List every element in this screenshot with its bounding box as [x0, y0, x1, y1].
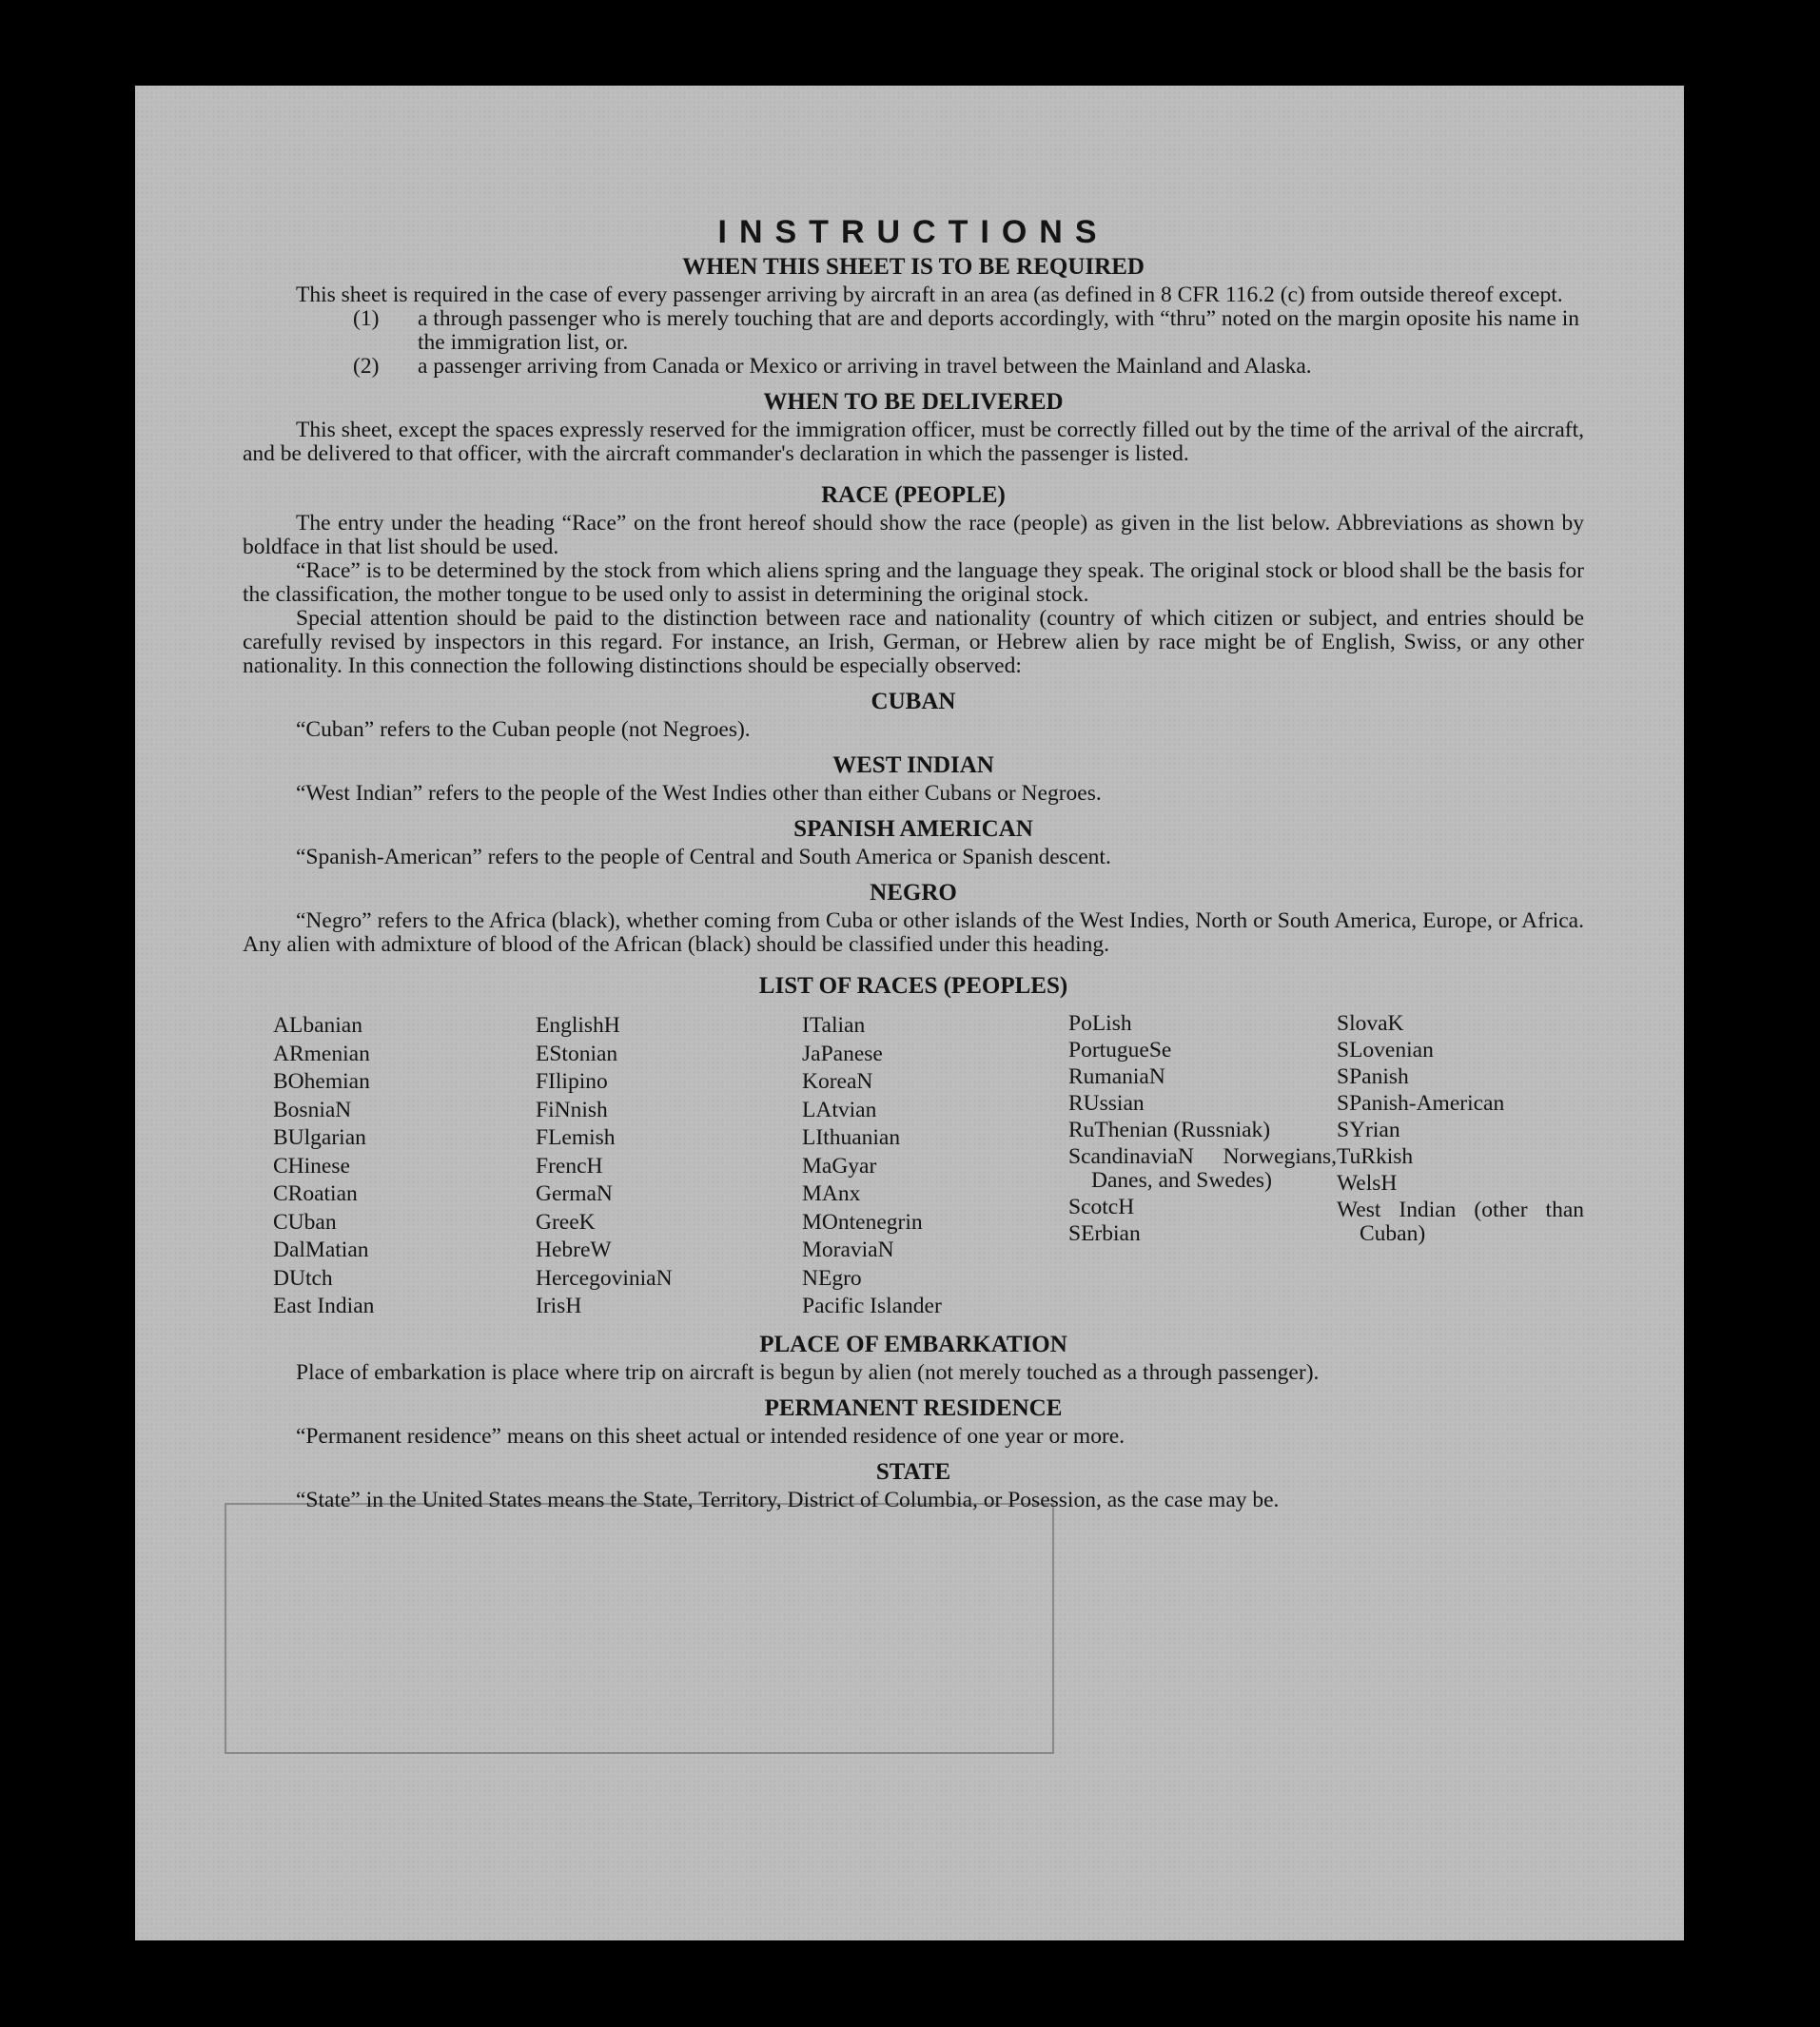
- item-number: (2): [353, 354, 380, 379]
- instructions-content: [243, 213, 1584, 1512]
- required-intro: This sheet is required in the case of every passenger arriving by aircraft in an area (as defined in 8 CFR 116.2 (c) from outside thereof except.: [296, 283, 1563, 307]
- page-title: INSTRUCTIONS: [717, 214, 1109, 250]
- race-entry: ALbanian: [273, 1013, 362, 1038]
- race-entry: NEgro: [802, 1265, 862, 1291]
- race-entry: FiNnish: [536, 1097, 608, 1122]
- item-text: a through passenger who is merely touching that are and deports accordingly, with “thru” noted on the margin oposite his name in the immigration list, or.: [418, 306, 1580, 355]
- races-column-2: [536, 1012, 802, 1321]
- race-entry: IrisH: [536, 1294, 582, 1318]
- race-paragraph-2: “Race” is to be determined by the stock from which aliens spring and the language they speak. The original stock or blood shall be the basis for the classification, the mother tongue to be used only to assist in determining the original stock.: [243, 558, 1584, 607]
- heading-state: STATE: [875, 1458, 951, 1485]
- race-entry: ScotcH: [1068, 1195, 1135, 1219]
- race-entry: BOhemian: [273, 1069, 370, 1094]
- race-entry: TuRkish: [1337, 1144, 1414, 1169]
- race-entry: FrencH: [536, 1153, 603, 1179]
- state-text: “State” in the United States means the State, Territory, District of Columbia, or Posession, as the case may be.: [296, 1487, 1280, 1512]
- race-entry: SErbian: [1068, 1221, 1141, 1246]
- race-entry: GermaN: [536, 1181, 613, 1206]
- race-entry: EStonian: [536, 1041, 618, 1066]
- item-text: a passenger arriving from Canada or Mexico or arriving in travel between the Mainland and Alaska.: [418, 354, 1312, 379]
- race-entry: SLovenian: [1337, 1038, 1434, 1062]
- west-indian-text: “West Indian” refers to the people of the West Indies other than either Cubans or Negroes.: [296, 781, 1102, 806]
- cuban-text: “Cuban” refers to the Cuban people (not Negroes).: [296, 717, 751, 742]
- show-through-stamp-box: [225, 1503, 1054, 1754]
- race-entry: ITalian: [802, 1013, 866, 1038]
- race-entry: LIthuanian: [802, 1125, 901, 1150]
- race-entry: GreeK: [536, 1209, 596, 1235]
- race-entry: LAtvian: [802, 1097, 877, 1122]
- heading-race: RACE (PEOPLE): [821, 482, 1006, 508]
- heading-list-of-races: LIST OF RACES (PEOPLES): [758, 973, 1068, 999]
- race-entry: DalMatian: [273, 1238, 369, 1262]
- heading-spanish-american: SPANISH AMERICAN: [793, 816, 1033, 842]
- heading-embarkation: PLACE OF EMBARKATION: [759, 1331, 1067, 1357]
- race-entry: FLemish: [536, 1125, 616, 1150]
- race-entry: SPanish: [1337, 1064, 1409, 1089]
- required-item-2: [243, 355, 1584, 379]
- race-entry: JaPanese: [802, 1041, 883, 1066]
- race-entry: RuThenian (Russniak): [1068, 1118, 1271, 1142]
- race-entry: FIlipino: [536, 1069, 608, 1094]
- race-paragraph-1: The entry under the heading “Race” on the front hereof should show the race (people) as given in the list below. Abbreviations as shown by boldface in that list should be used.: [243, 511, 1584, 559]
- race-entry: CRoatian: [273, 1181, 358, 1206]
- race-entry: WelsH: [1337, 1171, 1398, 1196]
- race-entry: SYrian: [1337, 1118, 1400, 1142]
- embarkation-text: Place of embarkation is place where trip on aircraft is begun by alien (not merely touched as a through passenger).: [296, 1359, 1320, 1385]
- delivered-text: This sheet, except the spaces expressly reserved for the immigration officer, must be correctly filled out by the time of the arrival of the aircraft, and be delivered to that officer, with the aircraft commander's declaration in which the passenger is listed.: [243, 418, 1584, 466]
- heading-permanent-residence: PERMANENT RESIDENCE: [764, 1394, 1063, 1421]
- race-entry: MaGyar: [802, 1153, 877, 1179]
- race-entry: SlovaK: [1337, 1011, 1404, 1036]
- document-sheet: [135, 86, 1684, 1940]
- heading-when-required: WHEN THIS SHEET IS TO BE REQUIRED: [682, 254, 1145, 280]
- race-entry: RUssian: [1068, 1091, 1145, 1116]
- race-entry: BosniaN: [273, 1097, 352, 1122]
- heading-cuban: CUBAN: [871, 689, 956, 714]
- race-paragraph-3: Special attention should be paid to the distinction between race and nationality (country of which citizen or subject, and entries should be carefully revised by inspectors in this regard. For instance, an Irish, German, or Hebrew alien by race might be of English, Swiss, or any other nationality. In this connection the following distinctions should be especially observed:: [243, 606, 1584, 678]
- race-entry: CHinese: [273, 1153, 350, 1179]
- race-entry: BUlgarian: [273, 1125, 366, 1150]
- races-column-1: [273, 1012, 536, 1321]
- race-entry: ScandinaviaN Norwegians, Danes, and Swedes): [1068, 1144, 1337, 1193]
- race-entry: HercegoviniaN: [536, 1265, 673, 1291]
- spanish-american-text: “Spanish-American” refers to the people of Central and South America or Spanish descent.: [296, 845, 1111, 869]
- race-entry: DUtch: [273, 1265, 333, 1291]
- residence-text: “Permanent residence” means on this sheet actual or intended residence of one year or more.: [296, 1423, 1125, 1449]
- race-entry: East Indian: [273, 1294, 375, 1318]
- race-entry: RumaniaN: [1068, 1064, 1165, 1089]
- race-entry: MOntenegrin: [802, 1209, 923, 1235]
- heading-when-delivered: WHEN TO BE DELIVERED: [763, 389, 1064, 415]
- race-entry: EnglishH: [536, 1013, 620, 1038]
- race-entry: PoLish: [1068, 1011, 1132, 1036]
- race-entry: SPanish-American: [1337, 1091, 1505, 1116]
- race-entry: CUban: [273, 1209, 337, 1235]
- races-column-4: [1068, 1012, 1337, 1321]
- race-entry: HebreW: [536, 1238, 612, 1262]
- race-entry: KoreaN: [802, 1069, 873, 1094]
- required-item-1: [243, 307, 1584, 355]
- heading-west-indian: WEST INDIAN: [832, 752, 994, 778]
- heading-negro: NEGRO: [870, 880, 957, 906]
- races-column-5: [1337, 1012, 1584, 1321]
- race-entry: MoraviaN: [802, 1238, 894, 1262]
- race-entry: PortugueSe: [1068, 1038, 1172, 1062]
- race-entry: ARmenian: [273, 1041, 370, 1066]
- negro-text: “Negro” refers to the Africa (black), whether coming from Cuba or other islands of the West Indies, North or South America, Europe, or Africa. Any alien with admixture of blood of the African (black) should be classified under this heading.: [243, 908, 1584, 957]
- races-column-3: [802, 1012, 1068, 1321]
- race-entry: West Indian (other than Cuban): [1337, 1198, 1584, 1246]
- item-number: (1): [353, 306, 380, 331]
- races-list: [273, 1012, 1584, 1321]
- race-entry: Pacific Islander: [802, 1294, 942, 1318]
- race-entry: MAnx: [802, 1181, 861, 1206]
